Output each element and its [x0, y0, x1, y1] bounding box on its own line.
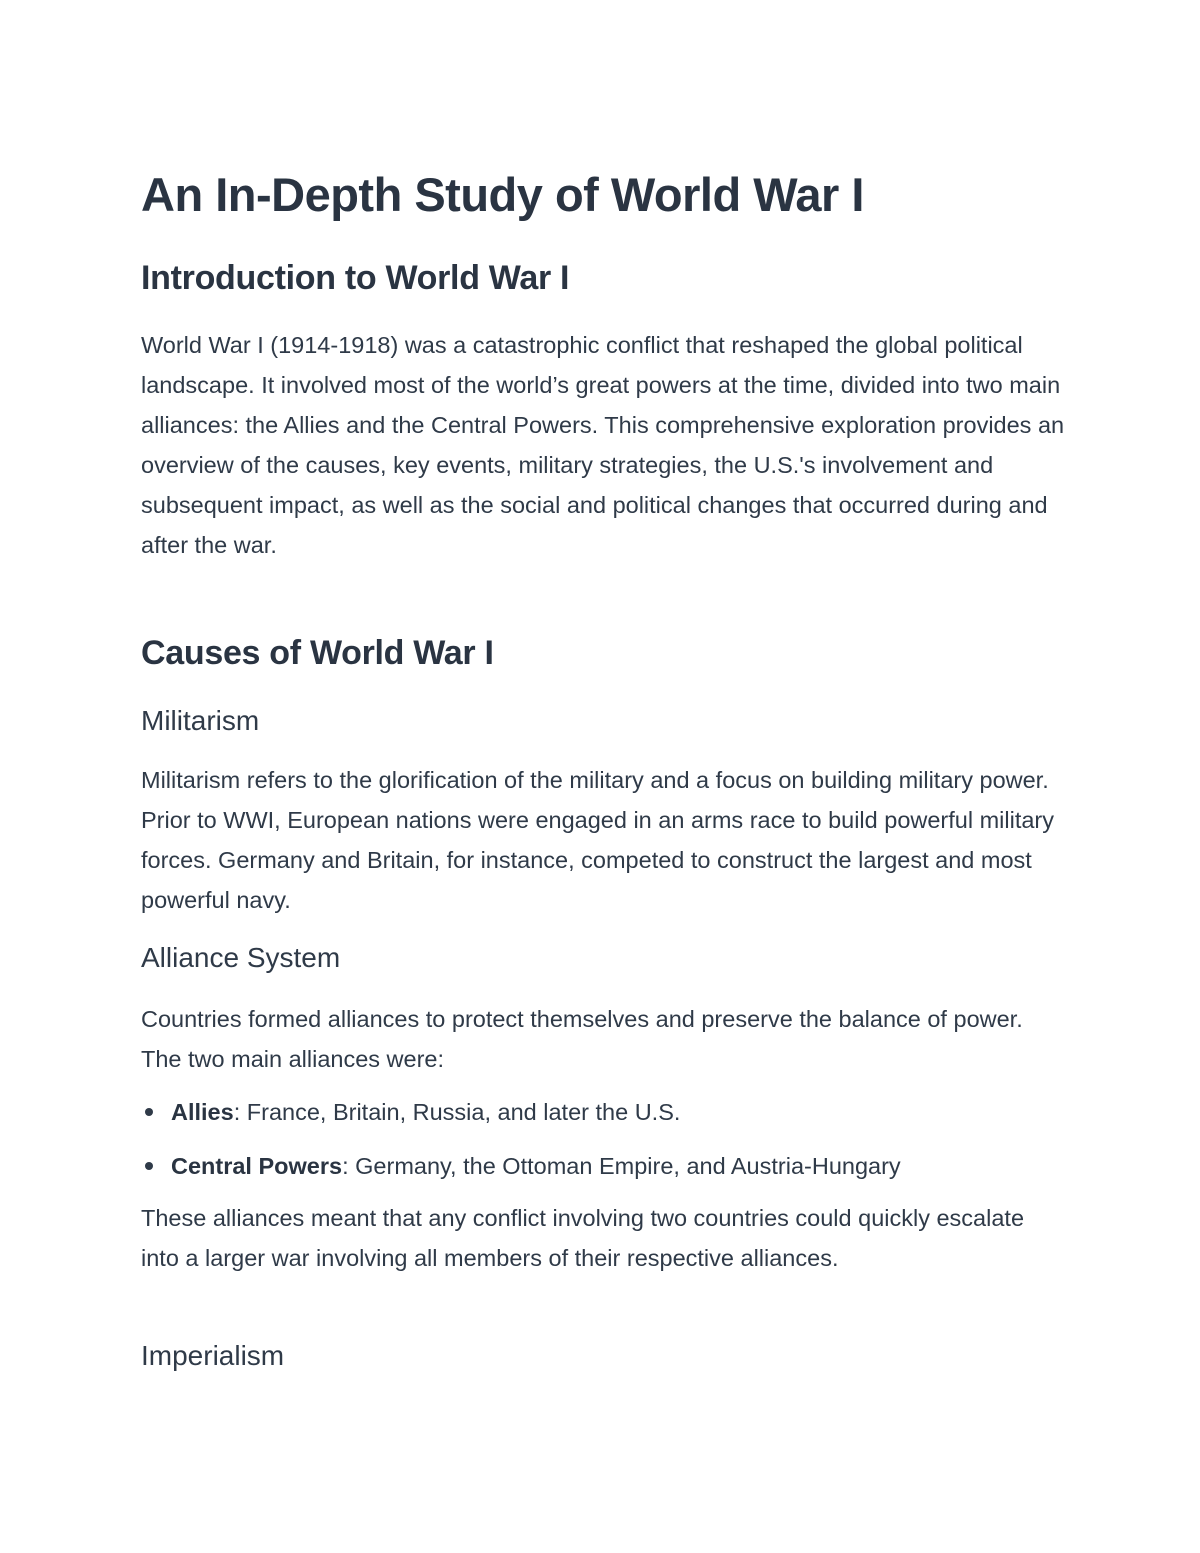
militarism-paragraph: Militarism refers to the glorification of the military and a focus on building military power. Prior to WWI, European nations were engaged in an arms race to build powerful military forces. Germany and Britain, for instance, competed to construct the largest and most powerful navy. [141, 767, 1055, 913]
section-heading-introduction: Introduction to World War I [141, 259, 570, 297]
bullet-icon [145, 1162, 153, 1170]
list-item [141, 1150, 1066, 1182]
bullet-term: Allies [171, 1099, 234, 1125]
subheading-militarism: Militarism [141, 705, 260, 736]
alliance-system-paragraph: Countries formed alliances to protect themselves and preserve the balance of power. The two main alliances were: [141, 1006, 1023, 1072]
bullet-icon [145, 1108, 153, 1116]
subheading-alliance-system: Alliance System [141, 942, 341, 973]
list-item [141, 1096, 1066, 1128]
alliance-consequence-paragraph: These alliances meant that any conflict involving two countries could quickly escalate into a larger war involving all members of their respective alliances. [141, 1205, 1025, 1271]
bullet-text: : Germany, the Ottoman Empire, and Austria-Hungary [342, 1153, 901, 1179]
introduction-paragraph: World War I (1914-1918) was a catastrophic conflict that reshaped the global political landscape. It involved most of the world’s great powers at the time, divided into two main alliances: the Allies and the Central Powers. This comprehensive exploration provides an overview of the causes, key events, military strategies, the U.S.'s involvement and subsequent impact, as well as the social and political changes that occurred during and after the war. [141, 332, 1065, 558]
section-heading-causes: Causes of World War I [141, 634, 494, 672]
bullet-text: : France, Britain, Russia, and later the U.S. [233, 1099, 681, 1125]
subheading-imperialism: Imperialism [141, 1340, 285, 1371]
alliances-bullet-list [141, 1096, 1066, 1204]
document-title: An In-Depth Study of World War I [141, 168, 864, 221]
bullet-term: Central Powers [171, 1153, 343, 1179]
